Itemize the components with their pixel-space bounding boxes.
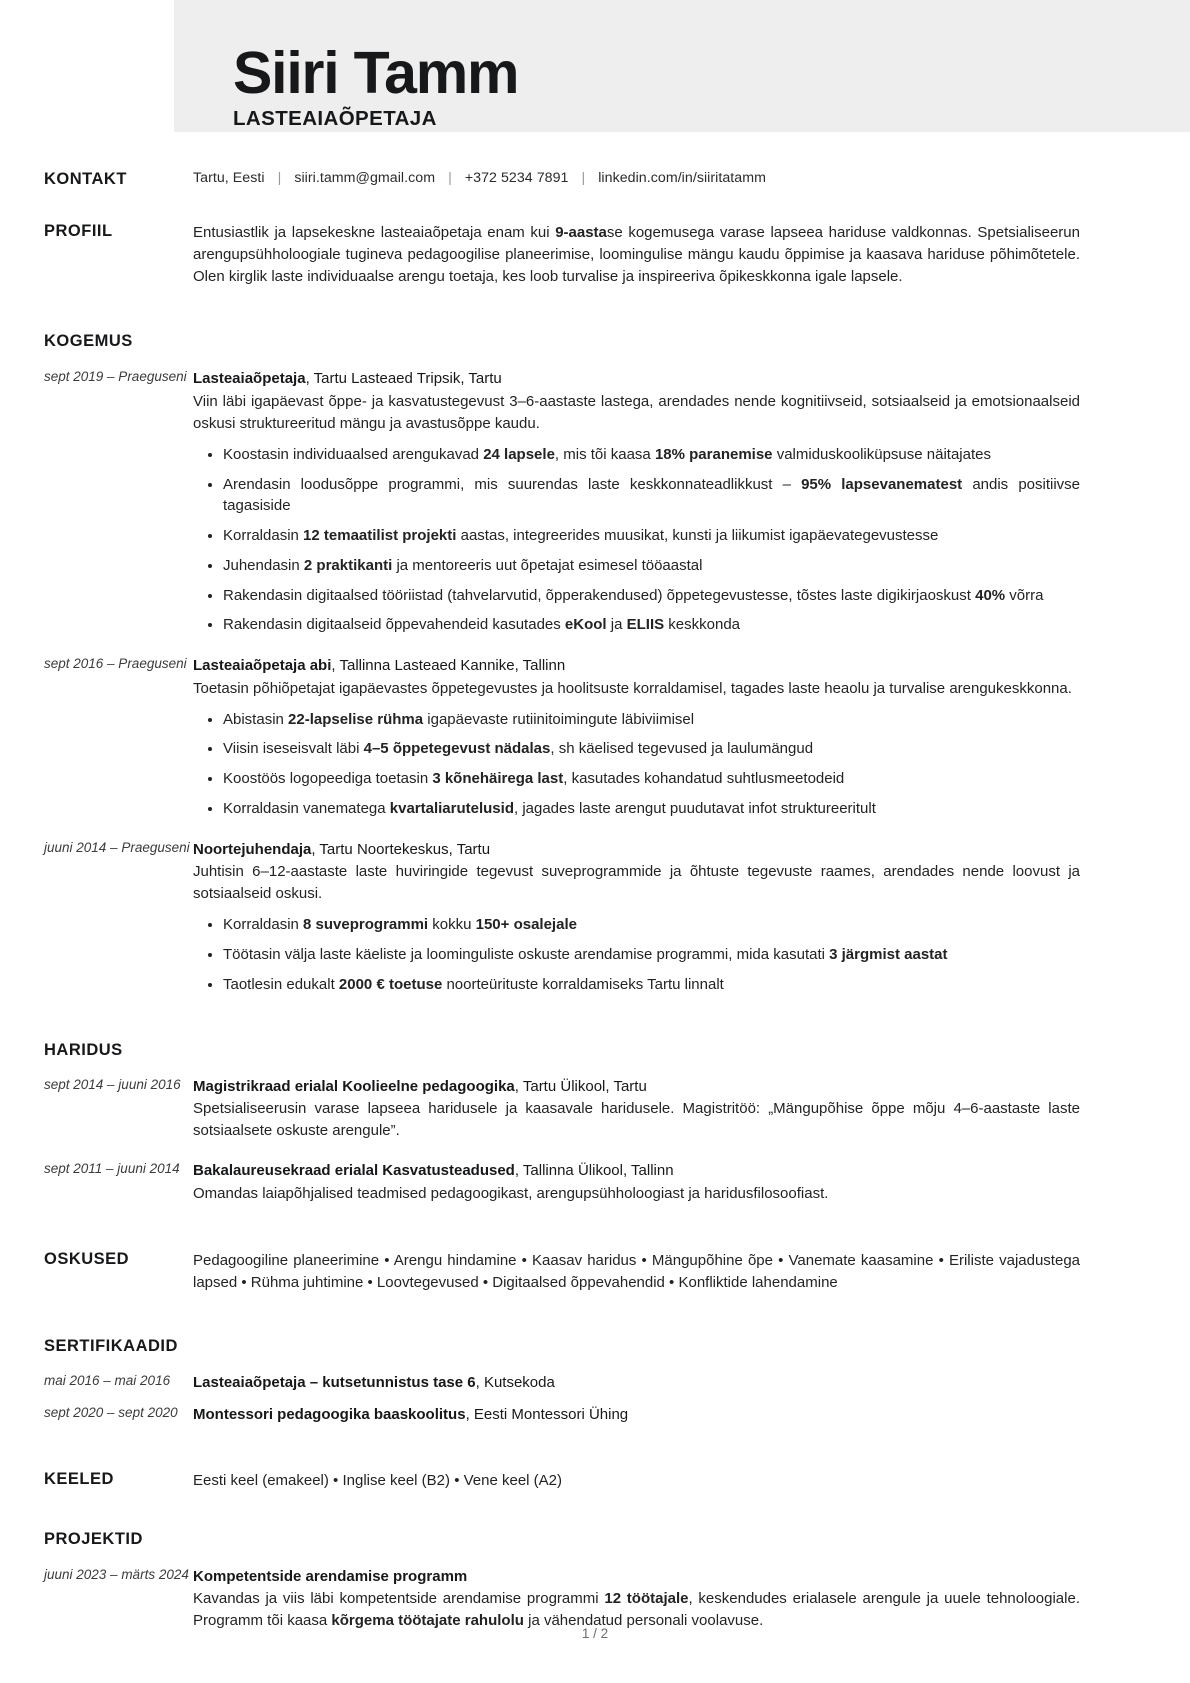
certificate-entry: [0, 1404, 1190, 1427]
section-heading-oskused: OSKUSED: [44, 1249, 130, 1268]
candidate-name: Siiri Tamm: [233, 40, 519, 106]
plain-text: Abistasin: [223, 710, 289, 728]
plain-text: Viisin iseseisvalt läbi: [223, 740, 364, 758]
highlight-text: 3 järgmist aastat: [829, 946, 948, 964]
job-title-line-primary: Lasteaiaõpetaja: [193, 370, 306, 388]
profile-section: [0, 222, 1190, 288]
entry-body-column: [193, 1372, 1190, 1395]
highlight-text: ELIIS: [626, 616, 665, 634]
plain-text: , kasutades kohandatud suhtlusmeetodeid: [563, 770, 845, 788]
languages-label-column: [0, 1470, 193, 1489]
entry-date-range: sept 2020 – sept 2020: [44, 1405, 178, 1421]
education-title-line-secondary: , Tartu Ülikool, Tartu: [514, 1077, 647, 1095]
plain-text: , keskendudes erialasele arengule ja uuele tehnoloogiale. Programm tõi kaasa: [193, 1590, 1080, 1630]
profile-text-2: se kogemusega varase lapseea hariduse valdkonnas. Spetsialiseerun arengupsühholoogiale tugineva pedagoogilise planeerimise, loomingulise mängu kaudu õppimise ja kaasava hariduse põhimõtetele. Olen kirglik laste individuaalse arengu toetaja, kes loob turvalise ja inspireeriva õpikeskkonna igale lapsele.: [193, 224, 1080, 286]
entry-date-column: [0, 1566, 193, 1585]
highlight-text: 24 lapsele: [483, 445, 555, 463]
highlight-text: 18% paranemise: [654, 445, 773, 463]
certificates-label-column: [0, 1337, 193, 1356]
entry-body-column: [193, 1566, 1190, 1633]
highlight-text: 12 temaatilist projekti: [303, 527, 457, 545]
entry-body-column: [193, 655, 1190, 820]
achievement-item: [193, 525, 1080, 547]
education-title-line-primary: Magistrikraad erialal Koolieelne pedagoogika: [193, 1077, 515, 1095]
job-title-line: [193, 655, 1080, 678]
certificate-title-line: [193, 1372, 1080, 1395]
highlight-text: 8 suveprogrammi: [303, 916, 429, 934]
plain-text: võrra: [1005, 586, 1044, 604]
contact-separator-icon: |: [581, 170, 586, 187]
job-title-line-secondary: , Tartu Noortekeskus, Tartu: [311, 840, 491, 858]
entry-date-column: [0, 655, 193, 674]
achievement-item: [193, 974, 1080, 996]
page-indicator: 1 / 2: [581, 1626, 609, 1641]
education-title-line: [193, 1076, 1080, 1099]
section-heading-keeled: KEELED: [44, 1469, 114, 1488]
achievement-item: [193, 709, 1080, 731]
plain-text: andis positiivse tagasiside: [223, 475, 1081, 515]
achievement-item: [193, 555, 1080, 577]
plain-text: Korraldasin: [223, 527, 304, 545]
entry-body-column: [193, 1160, 1190, 1205]
plain-text: Rakendasin digitaalsed tööriistad (tahvelarvutid, õpperakendused) õppetegevustesse, tõstes laste digikirjaoskust: [223, 586, 976, 604]
job-title-line-primary: Noortejuhendaja: [193, 840, 312, 858]
contact-linkedin[interactable]: linkedin.com/in/siiritatamm: [598, 170, 766, 187]
experience-label-column: [0, 332, 193, 351]
profile-label-column: [0, 222, 193, 241]
entry-body-column: [193, 1076, 1190, 1143]
plain-text: , mis tõi kaasa: [554, 445, 655, 463]
achievement-item: [193, 738, 1080, 760]
projects-section-heading-row: [0, 1530, 1190, 1549]
certificate-title-line: [193, 1404, 1080, 1427]
candidate-job-title: LASTEAIAÕPETAJA: [233, 107, 437, 131]
highlight-text: 2000 € toetuse: [338, 975, 443, 993]
education-title-line: [193, 1160, 1080, 1183]
achievement-item: [193, 798, 1080, 820]
job-title-line: [193, 368, 1080, 391]
certificate-title-line-secondary: , Kutsekoda: [475, 1373, 555, 1391]
skills-list-text: Pedagoogiline planeerimine • Arengu hindamine • Kaasav haridus • Mängupõhine õpe • Vanemate kaasamine • Eriliste vajadustega lapsed • Rühma juhtimine • Loovtegevused • Digitaalsed õppevahendid • Konfliktide lahendamine: [193, 1251, 1080, 1291]
job-summary: Juhtisin 6–12-aastaste laste huviringide tegevust suveprogrammide ja õhtuste tegevuste raames, arendades nende loovust ja sotsiaalseid oskusi.: [193, 863, 1080, 903]
job-title-line-secondary: , Tallinna Lasteaed Kannike, Tallinn: [331, 657, 566, 675]
contact-separator-icon: |: [448, 170, 452, 187]
skills-label-column: [0, 1250, 193, 1269]
contact-body-column: [193, 170, 1190, 186]
achievement-item: [193, 474, 1080, 518]
plain-text: ja vähendatud personali voolavuse.: [523, 1612, 764, 1630]
experience-section-heading-row: [0, 332, 1190, 351]
achievement-list: [193, 709, 1080, 820]
achievement-item: [193, 914, 1080, 936]
entry-body-column: [193, 368, 1190, 636]
education-title-line-secondary: , Tallinna Ülikool, Tallinn: [514, 1162, 674, 1180]
highlight-text: kõrgema töötajate rahulolu: [331, 1612, 524, 1630]
profile-text-1: Entusiastlik ja lapsekeskne lasteaiaõpetaja enam kui: [193, 224, 556, 242]
achievement-list: [193, 914, 1080, 995]
experience-list: [0, 368, 1190, 995]
entry-date-range: sept 2011 – juuni 2014: [44, 1161, 180, 1177]
entry-date-range: sept 2019 – Praeguseni: [44, 369, 187, 385]
project-title-line: [193, 1566, 1080, 1589]
section-heading-haridus: HARIDUS: [44, 1040, 123, 1059]
job-summary: Viin läbi igapäevast õppe- ja kasvatustegevust 3–6-aastaste lastega, arendades nende kognitiivseid, sotsiaalseid ja emotsionaalseid oskusi struktureeritud mängu ja avastusõppe kaudu.: [193, 392, 1080, 432]
plain-text: Rakendasin digitaalseid õppevahendeid kasutades: [223, 616, 565, 634]
contact-location: Tartu, Eesti: [193, 170, 265, 187]
contact-label-column: [0, 170, 193, 189]
education-section-heading-row: [0, 1041, 1190, 1060]
plain-text: Arendasin loodusõppe programmi, mis suurendas laste keskkonnateadlikkust –: [223, 475, 802, 493]
plain-text: igapäevaste rutiinitoimingute läbiviimisel: [423, 710, 695, 728]
achievement-item: [193, 444, 1080, 466]
plain-text: Juhendasin: [223, 556, 304, 574]
experience-entry: [0, 368, 1190, 636]
entry-date-column: [0, 1404, 193, 1423]
plain-text: valmiduskooliküpsuse näitajates: [772, 445, 991, 463]
plain-text: noorteürituste korraldamiseks Tartu linnalt: [442, 975, 724, 993]
contact-line: [193, 170, 1080, 186]
plain-text: kokku: [428, 916, 476, 934]
plain-text: Koostasin individuaalsed arengukavad: [223, 445, 484, 463]
certificate-title-line-primary: Montessori pedagoogika baaskoolitus: [193, 1406, 466, 1424]
highlight-text: 22-lapselise rühma: [288, 710, 424, 728]
education-label-column: [0, 1041, 193, 1060]
certificate-title-line-secondary: , Eesti Montessori Ühing: [465, 1406, 629, 1424]
section-heading-kogemus: KOGEMUS: [44, 332, 133, 351]
section-heading-profiil: PROFIIL: [44, 222, 113, 241]
entry-date-range: sept 2014 – juuni 2016: [44, 1076, 181, 1092]
job-title-line-secondary: , Tartu Lasteaed Tripsik, Tartu: [305, 370, 502, 388]
highlight-text: 12 töötajale: [604, 1590, 689, 1608]
experience-entry: [0, 839, 1190, 996]
languages-section: [0, 1470, 1190, 1492]
entry-date-range: sept 2016 – Praeguseni: [44, 656, 187, 672]
entry-body-column: [193, 1404, 1190, 1427]
section-heading-sertifikaadid: SERTIFIKAADID: [44, 1336, 178, 1355]
contact-email[interactable]: siiri.tamm@gmail.com: [294, 170, 436, 187]
highlight-text: 95% lapsevanematest: [801, 475, 963, 493]
entry-date-column: [0, 1076, 193, 1095]
plain-text: Koostöös logopeediga toetasin: [223, 770, 433, 788]
projects-list: [0, 1566, 1190, 1633]
plain-text: , jagades laste arengut puudutavat infot struktureeritult: [513, 799, 876, 817]
entry-body-column: [193, 839, 1190, 996]
entry-date-column: [0, 1160, 193, 1179]
entry-date-range: mai 2016 – mai 2016: [44, 1372, 171, 1388]
achievement-item: [193, 614, 1080, 636]
achievement-item: [193, 585, 1080, 607]
plain-text: aastas, integreerides muusikat, kunsti ja liikumist igapäevategevustesse: [456, 527, 939, 545]
plain-text: Korraldasin: [223, 916, 304, 934]
entry-date-range: juuni 2014 – Praeguseni: [44, 839, 190, 855]
achievement-item: [193, 944, 1080, 966]
plain-text: ja mentoreeris uut õpetajat esimesel tööaastal: [392, 556, 703, 574]
entry-date-range: juuni 2023 – märts 2024: [44, 1566, 189, 1582]
plain-text: Korraldasin vanematega: [223, 799, 390, 817]
achievement-item: [193, 768, 1080, 790]
page-footer: [0, 1626, 1190, 1641]
highlight-text: 40%: [975, 586, 1006, 604]
plain-text: Töötasin välja laste käeliste ja loominguliste oskuste arendamise programmi, mida kasutati: [223, 946, 830, 964]
highlight-text: 150+ osalejale: [475, 916, 577, 934]
profile-bold-1: 9-aasta: [555, 224, 607, 242]
certificate-title-line-primary: Lasteaiaõpetaja – kutsetunnistus tase 6: [193, 1373, 476, 1391]
contact-section: [0, 170, 1190, 189]
plain-text: Taotlesin edukalt: [223, 975, 339, 993]
highlight-text: eKool: [564, 616, 607, 634]
profile-summary: [193, 222, 1080, 288]
skills-section: [0, 1250, 1190, 1294]
section-heading-projektid: PROJEKTID: [44, 1529, 143, 1548]
entry-date-column: [0, 368, 193, 387]
certificate-entry: [0, 1372, 1190, 1395]
highlight-text: 2 praktikanti: [303, 556, 393, 574]
plain-text: keskkonda: [664, 616, 741, 634]
highlight-text: 3 kõnehäirega last: [432, 770, 564, 788]
education-entry: [0, 1076, 1190, 1143]
entry-date-column: [0, 1372, 193, 1391]
projects-label-column: [0, 1530, 193, 1549]
job-title-line: [193, 839, 1080, 862]
certificates-section-heading-row: [0, 1337, 1190, 1356]
highlight-text: 4–5 õppetegevust nädalas: [363, 740, 551, 758]
education-description: Omandas laiapõhjalised teadmised pedagoogikast, arengupsühholoogiast ja haridusfilosoofiast.: [193, 1184, 829, 1202]
project-title-line-primary: Kompetentside arendamise programm: [193, 1567, 468, 1585]
languages-list-text: Eesti keel (emakeel) • Inglise keel (B2) • Vene keel (A2): [193, 1471, 563, 1489]
job-summary: Toetasin põhiõpetajat igapäevastes õppetegevustes ja hoolitsuste korraldamisel, tagades laste heaolu ja turvalise arengukeskkonna.: [193, 679, 1072, 697]
certificates-list: [0, 1372, 1190, 1427]
languages-body-column: [193, 1470, 1190, 1492]
achievement-list: [193, 444, 1080, 636]
resume-header: [0, 0, 1190, 131]
entry-date-column: [0, 839, 193, 858]
education-list: [0, 1076, 1190, 1205]
skills-body-column: [193, 1250, 1190, 1294]
plain-text: ja: [606, 616, 627, 634]
education-description: Spetsialiseerusin varase lapseea haridusele ja kaasavale haridusele. Magistritöö: „Mängupõhise õppe mõju 4–6-aastaste laste sotsiaalsete oskuste arengule”.: [193, 1100, 1080, 1140]
plain-text: Kavandas ja viis läbi kompetentside arendamise programmi: [193, 1590, 605, 1608]
experience-entry: [0, 655, 1190, 820]
project-entry: [0, 1566, 1190, 1633]
education-title-line-primary: Bakalaureusekraad erialal Kasvatusteadused: [193, 1162, 515, 1180]
profile-body-column: [193, 222, 1190, 288]
contact-separator-icon: |: [277, 170, 282, 187]
plain-text: , sh käelised tegevused ja laulumängud: [550, 740, 814, 758]
section-heading-kontakt: KONTAKT: [44, 170, 127, 189]
highlight-text: kvartaliarutelusid: [389, 799, 514, 817]
education-entry: [0, 1160, 1190, 1205]
contact-phone[interactable]: +372 5234 7891: [464, 170, 569, 187]
job-title-line-primary: Lasteaiaõpetaja abi: [193, 657, 332, 675]
